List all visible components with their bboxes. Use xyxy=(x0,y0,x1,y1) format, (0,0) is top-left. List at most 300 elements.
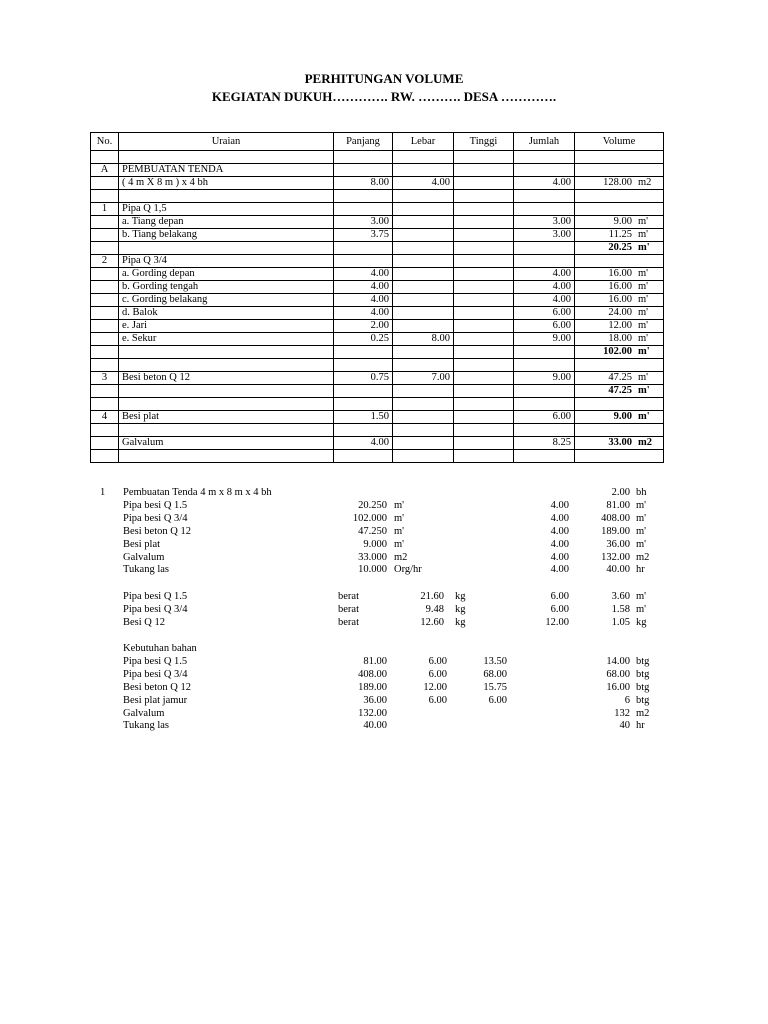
cell-uraian xyxy=(119,190,334,203)
cell-jumlah: 9.00 xyxy=(514,372,575,385)
cell-volume xyxy=(575,229,664,242)
cell-uraian: ( 4 m X 8 m ) x 4 bh xyxy=(119,177,334,190)
table-row xyxy=(91,320,664,333)
list-item xyxy=(0,525,768,538)
volume-value: 33.00 xyxy=(608,437,632,448)
volume-unit: m' xyxy=(638,229,649,240)
table-row xyxy=(91,268,664,281)
cell-lebar xyxy=(393,385,454,398)
cell-no xyxy=(91,216,119,229)
cell-volume xyxy=(575,151,664,164)
volume-unit: m' xyxy=(638,294,649,305)
cell-volume xyxy=(575,177,664,190)
kebutuhan-bahan-title: Kebutuhan bahan xyxy=(123,643,197,654)
cell-uraian: b. Gording tengah xyxy=(119,281,334,294)
cell-lebar xyxy=(393,203,454,216)
item-length: 6.00 xyxy=(428,694,447,706)
list-item xyxy=(0,563,768,576)
cell-lebar xyxy=(393,411,454,424)
item-factor: 4.00 xyxy=(550,499,569,511)
cell-lebar xyxy=(393,437,454,450)
cell-lebar: 4.00 xyxy=(393,177,454,190)
list-item xyxy=(0,719,768,732)
cell-jumlah: 4.00 xyxy=(514,268,575,281)
cell-lebar xyxy=(393,229,454,242)
list-item xyxy=(0,694,768,707)
item-label: Besi plat jamur xyxy=(123,694,188,706)
cell-uraian: c. Gording belakang xyxy=(119,294,334,307)
item-amount: 132.00 xyxy=(358,707,387,719)
list-item xyxy=(0,603,768,616)
cell-tinggi xyxy=(454,424,514,437)
item-total-unit: btg xyxy=(636,694,650,706)
item-length: 6.00 xyxy=(428,668,447,680)
cell-volume xyxy=(575,450,664,463)
cell-panjang: 8.00 xyxy=(334,177,393,190)
cell-uraian xyxy=(119,151,334,164)
cell-jumlah xyxy=(514,346,575,359)
cell-jumlah: 3.00 xyxy=(514,216,575,229)
cell-uraian: Besi plat xyxy=(119,411,334,424)
cell-no xyxy=(91,450,119,463)
table-row xyxy=(91,190,664,203)
cell-lebar xyxy=(393,450,454,463)
item-result: 13.50 xyxy=(483,655,507,667)
item-label: Pipa besi Q 1.5 xyxy=(123,655,188,667)
table-header-row xyxy=(91,133,664,151)
cell-panjang: 0.25 xyxy=(334,333,393,346)
cell-no xyxy=(91,320,119,333)
volume-value: 20.25 xyxy=(608,242,632,253)
cell-no xyxy=(91,151,119,164)
item-total: 81.00 xyxy=(606,499,630,511)
list-item xyxy=(0,551,768,564)
cell-jumlah xyxy=(514,385,575,398)
volume-unit: m' xyxy=(638,320,649,331)
item-result: 6.00 xyxy=(488,694,507,706)
table-row xyxy=(91,372,664,385)
item-weight-label: berat xyxy=(338,603,359,615)
cell-panjang xyxy=(334,424,393,437)
volume-value: 16.00 xyxy=(608,281,632,292)
document-title: PERHITUNGAN VOLUME xyxy=(304,71,464,86)
item-factor: 6.00 xyxy=(550,603,569,615)
item-label: Galvalum xyxy=(123,551,165,563)
volume-value: 47.25 xyxy=(608,385,632,396)
cell-uraian: e. Sekur xyxy=(119,333,334,346)
table-row xyxy=(91,450,664,463)
item-unit: m' xyxy=(394,525,405,537)
cell-tinggi xyxy=(454,346,514,359)
cell-jumlah: 6.00 xyxy=(514,411,575,424)
item-result: 15.75 xyxy=(483,681,507,693)
item-value: 12.60 xyxy=(420,616,444,628)
item-total: 16.00 xyxy=(606,681,630,693)
item-total-unit: bh xyxy=(636,487,647,498)
table-row xyxy=(91,177,664,190)
cell-volume xyxy=(575,385,664,398)
cell-tinggi xyxy=(454,151,514,164)
cell-tinggi xyxy=(454,190,514,203)
volume-unit: m2 xyxy=(638,177,652,188)
volume-unit: m' xyxy=(638,268,649,279)
item-unit: kg xyxy=(455,616,466,628)
cell-volume xyxy=(575,346,664,359)
volume-table xyxy=(90,132,664,463)
cell-volume xyxy=(575,411,664,424)
header-jumlah: Jumlah xyxy=(514,133,575,151)
cell-no xyxy=(91,268,119,281)
item-value: 9.48 xyxy=(425,603,444,615)
item-total-unit: btg xyxy=(636,681,650,693)
table-row xyxy=(91,359,664,372)
cell-no xyxy=(91,333,119,346)
item-factor: 4.00 xyxy=(550,551,569,563)
item-total: 36.00 xyxy=(606,538,630,550)
cell-tinggi xyxy=(454,411,514,424)
item-amount: 408.00 xyxy=(358,668,387,680)
table-row xyxy=(91,203,664,216)
table-row xyxy=(91,385,664,398)
cell-uraian xyxy=(119,450,334,463)
cell-lebar xyxy=(393,359,454,372)
cell-panjang xyxy=(334,450,393,463)
cell-jumlah xyxy=(514,255,575,268)
item-label: Besi beton Q 12 xyxy=(123,681,191,693)
cell-panjang xyxy=(334,385,393,398)
cell-no xyxy=(91,190,119,203)
list-item xyxy=(0,616,768,629)
item-factor: 4.00 xyxy=(550,525,569,537)
volume-value: 16.00 xyxy=(608,294,632,305)
volume-value: 11.25 xyxy=(608,229,632,240)
cell-lebar xyxy=(393,281,454,294)
item-value: 33.000 xyxy=(358,551,387,563)
item-total: 6 xyxy=(624,694,630,706)
cell-no: 3 xyxy=(91,372,119,385)
cell-jumlah: 3.00 xyxy=(514,229,575,242)
item-label: Pembuatan Tenda 4 m x 8 m x 4 bh xyxy=(123,487,272,498)
volume-value: 9.00 xyxy=(613,216,632,227)
table-row xyxy=(91,242,664,255)
item-total-unit: kg xyxy=(636,616,647,628)
cell-volume xyxy=(575,333,664,346)
cell-tinggi xyxy=(454,307,514,320)
cell-jumlah xyxy=(514,359,575,372)
list-item xyxy=(0,668,768,681)
item-total-unit: hr xyxy=(636,564,645,576)
cell-panjang xyxy=(334,203,393,216)
item-total-unit: m' xyxy=(636,499,647,511)
item-total-unit: m' xyxy=(636,591,647,602)
cell-tinggi xyxy=(454,398,514,411)
cell-no xyxy=(91,307,119,320)
cell-volume xyxy=(575,255,664,268)
cell-panjang: 3.75 xyxy=(334,229,393,242)
list-item xyxy=(0,538,768,551)
cell-no: 4 xyxy=(91,411,119,424)
item-factor: 4.00 xyxy=(550,538,569,550)
cell-uraian: b. Tiang belakang xyxy=(119,229,334,242)
list-item xyxy=(0,499,768,512)
volume-unit: m' xyxy=(638,307,649,318)
cell-lebar xyxy=(393,346,454,359)
cell-no xyxy=(91,424,119,437)
item-value: 102.000 xyxy=(352,512,387,524)
item-total-unit: m2 xyxy=(636,551,650,563)
cell-no xyxy=(91,398,119,411)
volume-unit: m' xyxy=(638,411,650,422)
cell-panjang: 4.00 xyxy=(334,307,393,320)
cell-volume xyxy=(575,216,664,229)
cell-lebar xyxy=(393,320,454,333)
item-amount: 189.00 xyxy=(358,681,387,693)
table-row xyxy=(91,346,664,359)
cell-lebar xyxy=(393,268,454,281)
table-row xyxy=(91,164,664,177)
cell-uraian: PEMBUATAN TENDA xyxy=(119,164,334,177)
cell-no: A xyxy=(91,164,119,177)
cell-uraian xyxy=(119,385,334,398)
cell-volume xyxy=(575,424,664,437)
cell-tinggi xyxy=(454,281,514,294)
cell-panjang: 4.00 xyxy=(334,281,393,294)
list-item xyxy=(0,486,768,499)
header-lebar: Lebar xyxy=(393,133,454,151)
cell-no xyxy=(91,346,119,359)
volume-value: 12.00 xyxy=(608,320,632,331)
item-length: 6.00 xyxy=(428,655,447,667)
cell-panjang: 4.00 xyxy=(334,294,393,307)
cell-lebar xyxy=(393,255,454,268)
list-item xyxy=(0,707,768,720)
cell-lebar: 7.00 xyxy=(393,372,454,385)
item-weight-label: berat xyxy=(338,591,359,602)
cell-volume xyxy=(575,372,664,385)
cell-tinggi xyxy=(454,216,514,229)
item-total: 1.05 xyxy=(611,616,630,628)
cell-uraian xyxy=(119,346,334,359)
volume-value: 102.00 xyxy=(603,346,632,357)
item-weight-label: berat xyxy=(338,616,359,628)
cell-jumlah: 4.00 xyxy=(514,281,575,294)
item-label: Besi plat xyxy=(123,538,161,550)
cell-no xyxy=(91,281,119,294)
cell-lebar xyxy=(393,294,454,307)
item-label: Pipa besi Q 3/4 xyxy=(123,668,188,680)
item-total-unit: btg xyxy=(636,668,650,680)
cell-uraian xyxy=(119,424,334,437)
cell-volume xyxy=(575,203,664,216)
volume-value: 9.00 xyxy=(613,411,632,422)
table-row xyxy=(91,255,664,268)
cell-uraian xyxy=(119,242,334,255)
cell-tinggi xyxy=(454,385,514,398)
cell-lebar xyxy=(393,164,454,177)
cell-tinggi xyxy=(454,294,514,307)
cell-no: 1 xyxy=(91,203,119,216)
cell-lebar xyxy=(393,307,454,320)
table-row xyxy=(91,411,664,424)
table-row xyxy=(91,294,664,307)
item-total: 132 xyxy=(614,707,630,719)
item-result: 68.00 xyxy=(483,668,507,680)
item-unit: kg xyxy=(455,591,466,602)
item-label: Pipa besi Q 1.5 xyxy=(123,591,188,602)
item-amount: 36.00 xyxy=(363,694,387,706)
volume-unit: m' xyxy=(638,346,650,357)
cell-jumlah xyxy=(514,151,575,164)
list-item xyxy=(0,681,768,694)
table-row xyxy=(91,229,664,242)
cell-jumlah: 6.00 xyxy=(514,320,575,333)
cell-panjang xyxy=(334,151,393,164)
cell-uraian: Besi beton Q 12 xyxy=(119,372,334,385)
cell-volume xyxy=(575,359,664,372)
cell-panjang: 4.00 xyxy=(334,268,393,281)
cell-jumlah xyxy=(514,203,575,216)
header-tinggi: Tinggi xyxy=(454,133,514,151)
volume-unit: m' xyxy=(638,372,649,383)
table-row xyxy=(91,151,664,164)
item-factor: 12.00 xyxy=(545,616,569,628)
item-value: 20.250 xyxy=(358,499,387,511)
item-label: Tukang las xyxy=(123,564,169,576)
cell-tinggi xyxy=(454,268,514,281)
cell-no xyxy=(91,177,119,190)
cell-jumlah xyxy=(514,190,575,203)
volume-unit: m' xyxy=(638,281,649,292)
cell-jumlah xyxy=(514,398,575,411)
item-total: 408.00 xyxy=(601,512,630,524)
cell-volume xyxy=(575,320,664,333)
cell-jumlah: 9.00 xyxy=(514,333,575,346)
header-panjang: Panjang xyxy=(334,133,393,151)
cell-tinggi xyxy=(454,359,514,372)
item-unit: m' xyxy=(394,499,405,511)
item-total: 14.00 xyxy=(606,655,630,667)
item-label: Tukang las xyxy=(123,720,169,732)
cell-uraian: a. Gording depan xyxy=(119,268,334,281)
cell-volume xyxy=(575,281,664,294)
cell-tinggi xyxy=(454,229,514,242)
cell-lebar xyxy=(393,398,454,411)
item-label: Pipa besi Q 3/4 xyxy=(123,512,188,524)
cell-tinggi xyxy=(454,320,514,333)
table-row xyxy=(91,333,664,346)
cell-lebar xyxy=(393,216,454,229)
cell-lebar xyxy=(393,151,454,164)
volume-value: 128.00 xyxy=(603,177,632,188)
document-subtitle: KEGIATAN DUKUH…………. RW. ………. DESA …………. xyxy=(211,89,557,104)
item-label: Pipa besi Q 1.5 xyxy=(123,499,188,511)
cell-no xyxy=(91,229,119,242)
cell-lebar: 8.00 xyxy=(393,333,454,346)
cell-panjang xyxy=(334,255,393,268)
list-item xyxy=(0,512,768,525)
cell-lebar xyxy=(393,242,454,255)
cell-panjang xyxy=(334,164,393,177)
item-value: 21.60 xyxy=(420,591,444,602)
cell-jumlah: 6.00 xyxy=(514,307,575,320)
cell-jumlah: 8.25 xyxy=(514,437,575,450)
volume-unit: m' xyxy=(638,333,649,344)
cell-no xyxy=(91,437,119,450)
item-total: 68.00 xyxy=(606,668,630,680)
volume-value: 24.00 xyxy=(608,307,632,318)
cell-lebar xyxy=(393,424,454,437)
cell-panjang xyxy=(334,398,393,411)
table-row xyxy=(91,437,664,450)
cell-volume xyxy=(575,294,664,307)
cell-volume xyxy=(575,268,664,281)
item-total-unit: m' xyxy=(636,538,647,550)
cell-jumlah: 4.00 xyxy=(514,177,575,190)
volume-value: 18.00 xyxy=(608,333,632,344)
item-total-unit: btg xyxy=(636,655,650,667)
cell-volume xyxy=(575,307,664,320)
volume-unit: m' xyxy=(638,216,649,227)
cell-panjang: 3.00 xyxy=(334,216,393,229)
item-total: 3.60 xyxy=(611,591,630,602)
item-no: 1 xyxy=(100,487,106,498)
item-total-unit: m2 xyxy=(636,707,650,719)
cell-tinggi xyxy=(454,164,514,177)
item-unit: Org/hr xyxy=(394,564,422,576)
cell-uraian xyxy=(119,359,334,372)
cell-no xyxy=(91,294,119,307)
item-unit: kg xyxy=(455,603,466,615)
item-total: 1.58 xyxy=(611,603,630,615)
item-total: 2.00 xyxy=(611,487,630,498)
cell-tinggi xyxy=(454,255,514,268)
volume-unit: m2 xyxy=(638,437,652,448)
cell-jumlah xyxy=(514,242,575,255)
cell-jumlah xyxy=(514,424,575,437)
list-item xyxy=(0,590,768,603)
cell-uraian xyxy=(119,398,334,411)
volume-value: 47.25 xyxy=(608,372,632,383)
table-row xyxy=(91,216,664,229)
cell-panjang xyxy=(334,346,393,359)
item-total: 189.00 xyxy=(601,525,630,537)
volume-value: 16.00 xyxy=(608,268,632,279)
item-total: 132.00 xyxy=(601,551,630,563)
cell-panjang: 0.75 xyxy=(334,372,393,385)
cell-no xyxy=(91,242,119,255)
cell-tinggi xyxy=(454,450,514,463)
cell-uraian: a. Tiang depan xyxy=(119,216,334,229)
cell-uraian: Pipa Q 1,5 xyxy=(119,203,334,216)
cell-tinggi xyxy=(454,177,514,190)
cell-uraian: e. Jari xyxy=(119,320,334,333)
item-length: 12.00 xyxy=(423,681,447,693)
header-volume: Volume xyxy=(575,133,664,151)
item-total-unit: m' xyxy=(636,512,647,524)
item-total-unit: m' xyxy=(636,525,647,537)
cell-no xyxy=(91,385,119,398)
cell-volume xyxy=(575,242,664,255)
cell-panjang xyxy=(334,359,393,372)
item-factor: 4.00 xyxy=(550,564,569,576)
item-label: Besi Q 12 xyxy=(123,616,165,628)
cell-tinggi xyxy=(454,333,514,346)
item-factor: 6.00 xyxy=(550,591,569,602)
cell-uraian: Pipa Q 3/4 xyxy=(119,255,334,268)
cell-jumlah xyxy=(514,164,575,177)
cell-volume xyxy=(575,190,664,203)
cell-uraian: Galvalum xyxy=(119,437,334,450)
